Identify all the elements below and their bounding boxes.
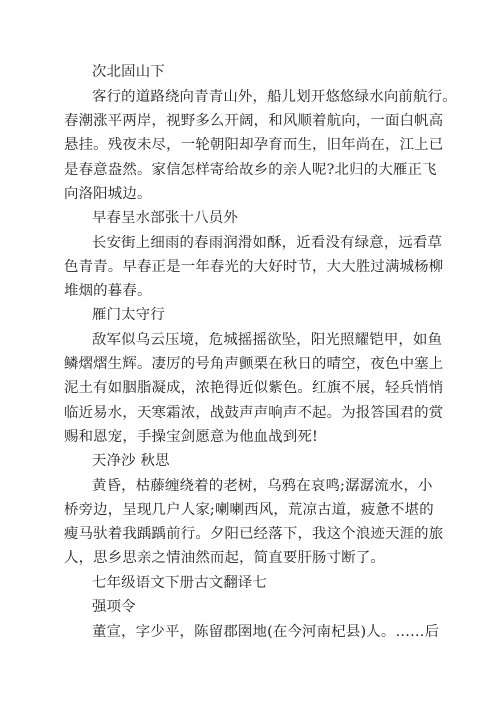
paragraph-line: 赐和恩宠，手操宝剑愿意为他血战到死! [64, 429, 319, 445]
paragraph-line: 黄昏，枯藤缠绕着的老树，乌鸦在哀鸣;潺潺流水，小 [92, 478, 433, 494]
poem-title-ci-bei-gu-shan-xia: 次北固山下 [92, 64, 165, 80]
paragraph-line: 瘦马驮着我踽踽前行。夕阳已经落下，我这个浪迹天涯的旅 [64, 526, 444, 542]
paragraph-line: 悬挂。残夜未尽，一轮朝阳却孕育而生，旧年尚在，江上已 [64, 137, 444, 153]
paragraph-line: 董宣，字少平，陈留郡圉地(在今河南杞县)人。……后 [92, 624, 440, 640]
paragraph-line: 色青青。早春正是一年春光的大好时节，大大胜过满城杨柳 [64, 259, 444, 275]
paragraph-line: 堆烟的暮春。 [64, 283, 152, 299]
poem-title-yan-men-tai-shou-xing: 雁门太守行 [92, 307, 165, 323]
paragraph-line: 敌军似乌云压境，危城摇摇欲坠，阳光照耀铠甲，如鱼 [92, 332, 443, 348]
paragraph-line: 临近易水，天寒霜浓，战鼓声声响声不起。为报答国君的赏 [64, 405, 444, 421]
paragraph-line: 桥旁边，呈现几户人家;喇喇西风，荒凉古道，疲惫不堪的 [64, 502, 434, 518]
paragraph-line: 客行的道路绕向青青山外，船儿划开悠悠绿水向前航行。 [92, 89, 457, 105]
section-title: 七年级语文下册古文翻译七 [92, 575, 268, 591]
poem-title-zao-chun: 早春呈水部张十八员外 [92, 210, 238, 226]
paragraph-line: 是春意盎然。家信怎样寄给故乡的亲人呢?北归的大雁正飞 [64, 162, 437, 178]
paragraph-line: 泥土有如胭脂凝成，浓艳得近似紫色。红旗不展，轻兵悄悄 [64, 380, 444, 396]
poem-title-tian-jing-sha: 天净沙 秋思 [92, 453, 170, 469]
paragraph-line: 人，思乡思亲之情油然而起，简直要肝肠寸断了。 [64, 550, 385, 566]
paragraph-line: 春潮涨平两岸，视野多么开阔，和风顺着航向，一面白帆高 [64, 113, 444, 129]
passage-title-qiang-xiang-ling: 强项令 [92, 599, 136, 615]
paragraph-line: 向洛阳城边。 [64, 186, 152, 202]
paragraph-line: 鳞熠熠生辉。凄厉的号角声颤栗在秋日的晴空，夜色中塞上 [64, 356, 444, 372]
paragraph-line: 长安街上细雨的春雨润滑如酥，近看没有绿意，远看草 [92, 235, 443, 251]
